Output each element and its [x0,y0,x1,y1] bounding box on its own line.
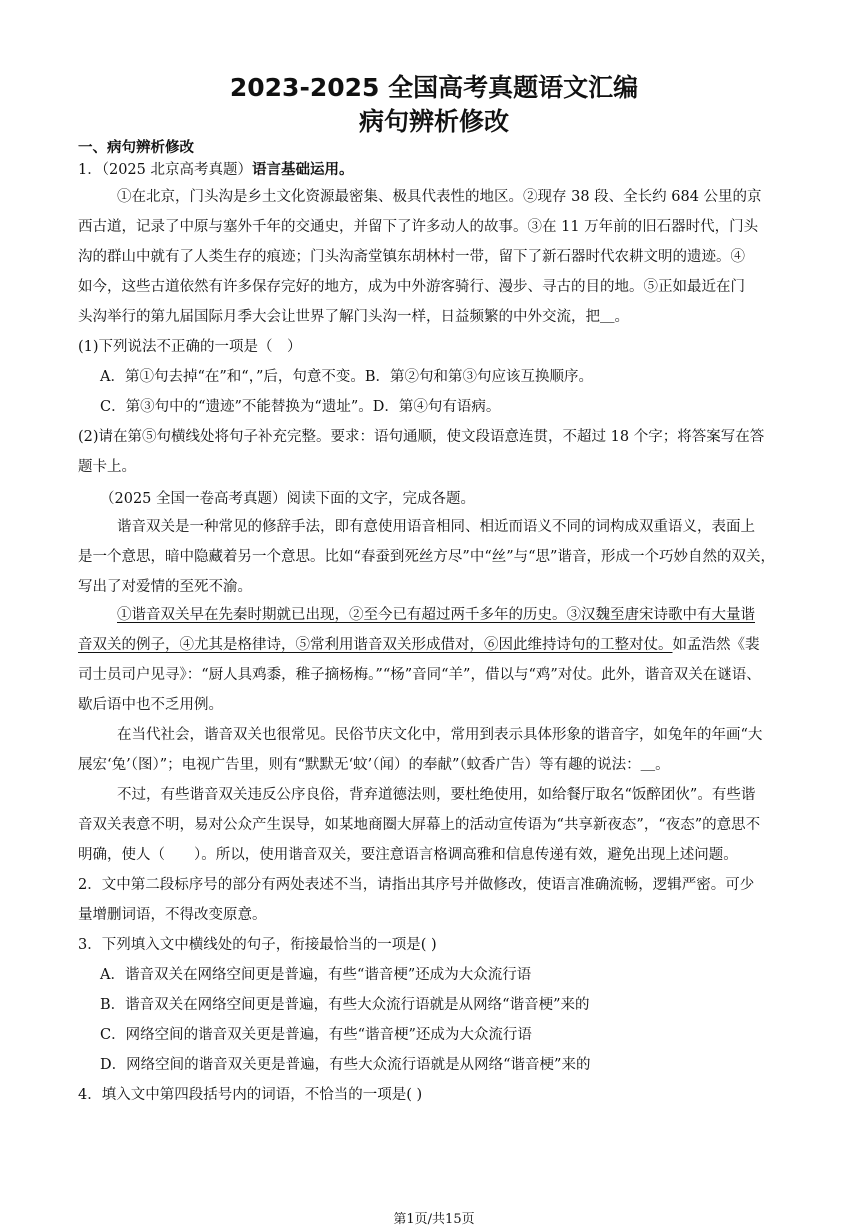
question-3-option-a: A．谐音双关在网络空间更是普遍，有些“谐音梗”还成为大众流行语 [100,967,532,983]
passage-3-line [78,633,760,654]
question-1-1: (1)下列说法不正确的一项是（ ） [78,339,302,355]
passage-2-line: 谐音双关是一种常见的修辞手法，即有意使用语音相同、相近而语义不同的词构成双重语义，表面上 [117,519,755,535]
question-2-line: 2．文中第二段标序号的部分有两处表述不当，请指出其序号并做修改，使语言准确流畅，逻辑严密。可少 [78,877,755,893]
page-footer: 第1页/共15页 [393,1212,475,1227]
passage-3-line: 歇后语中也不乏用例。 [78,697,223,713]
passage-5-line: 音双关表意不明，易对公众产生误导，如某地商圈大屏幕上的活动宣传语为“共享新夜态”，“夜态”的意思不 [78,817,761,833]
section-heading: 一、病句辨析修改 [78,140,194,156]
question-1-1-option-line: C．第③句中的“遗迹”不能替换为“遗址”。D．第④句有语病。 [100,399,501,415]
passage-1-line: 头沟举行的第九届国际月季大会让世界了解门头沟一样，日益频繁的中外交流，把＿。 [78,309,629,325]
question-3-option-d: D．网络空间的谐音双关更是普遍，有些大众流行语就是从网络“谐音梗”来的 [100,1057,591,1073]
passage-1-line: 如今，这些古道依然有许多保存完好的地方，成为中外游客骑行、漫步、寻古的目的地。⑤正如最近在门 [78,279,745,295]
question-4: 4．填入文中第四段括号内的词语，不恰当的一项是( ) [78,1087,423,1103]
passage-1-line: 沟的群山中就有了人类生存的痕迹；门头沟斋堂镇东胡林村一带，留下了新石器时代农耕文明的遗迹。④ [78,249,745,265]
question-3: 3．下列填入文中横线处的句子，衔接最恰当的一项是( ) [78,937,437,953]
passage-5-line: 不过，有些谐音双关违反公序良俗，背弃道德法则，要杜绝使用，如给餐厅取名“饭醉团伙”。有些谐 [117,787,756,803]
question-1-2-line: 题卡上。 [78,459,136,475]
question-3-option-c: C．网络空间的谐音双关更是普遍，有些“谐音梗”还成为大众流行语 [100,1027,532,1043]
passage-4-line: 在当代社会，谐音双关也很常见。民俗节庆文化中，常用到表示具体形象的谐音字，如兔年的年画“大 [117,727,763,743]
passage-4-line: 展宏‘兔’（图）”；电视广告里，则有“默默无‘蚊’（闻）的奉献”（蚊香广告）等有趣的说法：＿。 [78,757,670,773]
question-1-source: 1．（2025 北京高考真题） [78,162,252,178]
document-title: 2023-2025 全国高考真题语文汇编 [229,73,639,102]
question-1-1-option-line: A．第①句去掉“在”和“，”后，句意不变。B．第②句和第③句应该互换顺序。 [100,369,594,385]
passage-2-line: 是一个意思，暗中隐藏着另一个意思。比如“春蚕到死丝方尽”中“丝”与“思”谐音，形成一个巧妙自然的双关， [78,549,775,565]
passage-1-line: 西古道，记录了中原与塞外千年的交通史，并留下了许多动人的故事。③在 11 万年前的旧石器时代，门头 [78,219,759,235]
passage-2-intro: （2025 全国一卷高考真题）阅读下面的文字，完成各题。 [100,491,476,507]
question-3-option-b: B．谐音双关在网络空间更是普遍，有些大众流行语就是从网络“谐音梗”来的 [100,997,590,1013]
passage-3-text: 如孟浩然《裴 [672,637,760,653]
question-2-line: 量增删词语，不得改变原意。 [78,907,267,923]
question-1-title: 语言基础运用。 [252,162,354,178]
question-1-2-line: (2)请在第⑤句横线处将句子补充完整。要求：语句通顺，使文段语意连贯，不超过 18 个字；将答案写在答 [78,429,765,445]
passage-2-line: 写出了对爱情的至死不渝。 [78,579,252,595]
passage-3-line: 司士员司户见寻》：“厨人具鸡黍，稚子摘杨梅。”“杨”音同“羊”，借以与“鸡”对仗。此外，谐音双关在谜语、 [78,667,761,683]
underlined-passage-line: 音双关的例子，④尤其是格律诗，⑤常利用谐音双关形成借对，⑥因此维持诗句的工整对仗。 [78,637,673,653]
underlined-passage-line: ①谐音双关早在先秦时期就已出现，②至今已有超过两千多年的历史。③汉魏至唐宋诗歌中有大量谐 [117,607,755,623]
passage-1-line: ①在北京，门头沟是乡土文化资源最密集、极具代表性的地区。②现存 38 段、全长约 684 公里的京 [117,189,762,205]
question-1-heading [78,158,354,179]
document-subtitle: 病句辨析修改 [358,107,509,136]
passage-5-line: 明确，使人（ ）。所以，使用谐音双关，要注意语言格调高雅和信息传递有效，避免出现上述问题。 [78,847,738,863]
